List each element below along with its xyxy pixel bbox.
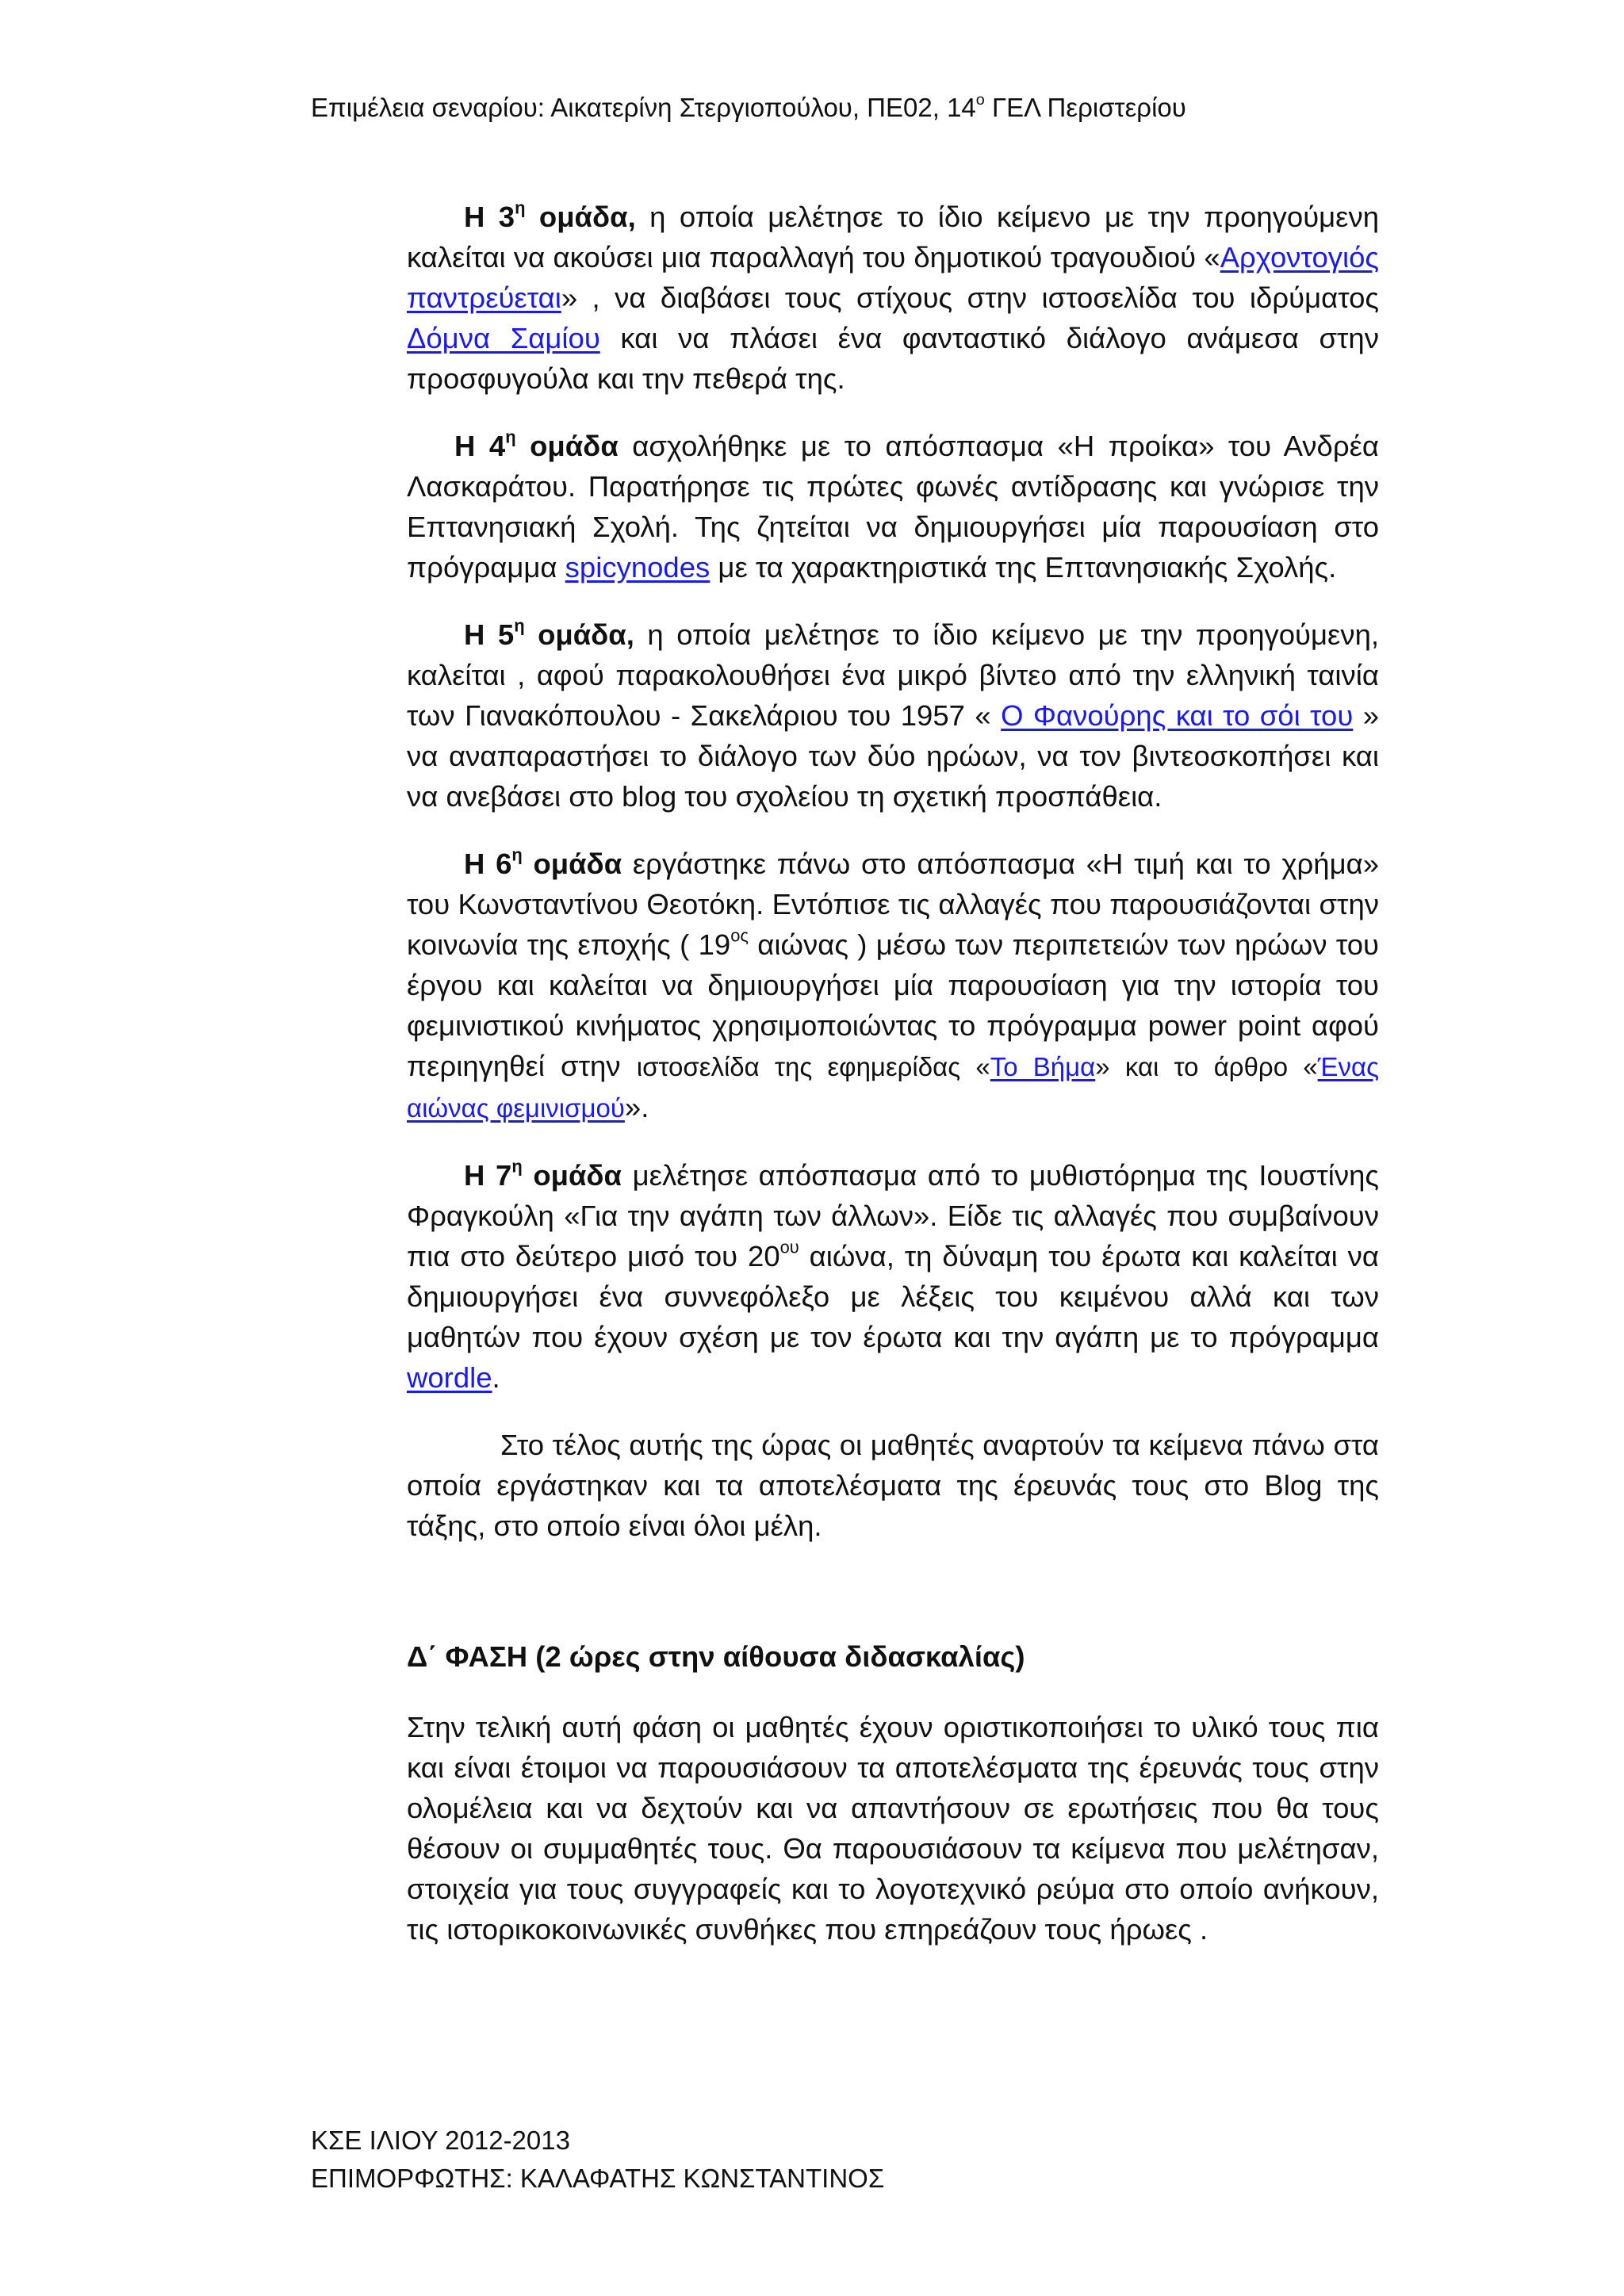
section-heading: Δ΄ ΦΑΣΗ (2 ώρες στην αίθουσα διδασκαλίας)	[407, 1640, 1025, 1673]
link-enas-aionas-feminismou[interactable]: Ένας αιώνας φεμινισμού	[407, 1052, 1379, 1123]
section-paragraph: Στην τελική αυτή φάση οι μαθητές έχουν οριστικοποιήσει το υλικό τους πια και είναι έτοιμοι να παρουσιάσουν τα αποτελέσματα της έρευνάς τους στην ολομέλεια και να δεχτούν και να απαντήσουν σε ερωτήσεις που θα τους θέσουν οι συμμαθητές τους. Θα παρουσιάσουν τα κείμενα που μελέτησαν, στοιχεία για τους συγγραφείς και το λογοτεχνικό ρεύμα στο οποίο ανήκουν, τις ιστορικοκοινωνικές συνθήκες που επηρεάζουν τους ήρωες .	[407, 1711, 1379, 1946]
footer-line-2: ΕΠΙΜΟΡΦΩΤΗΣ: ΚΑΛΑΦΑΤΗΣ ΚΩΝΣΤΑΝΤΙΝΟΣ	[311, 2164, 885, 2193]
header-text: Επιμέλεια σεναρίου: Αικατερίνη Στεργιοπούλου, ΠΕ02, 14	[311, 93, 976, 122]
page-footer	[311, 2122, 884, 2198]
paragraph-group-7: Η $7^\eta$ ομάδα μελέτησε απόσπασμα από το μυθιστόρημα της Ιουστίνης Φραγκούλη «Για την αγάπη των άλλων». Είδε τις αλλαγές που συμβαίνουν πια στο δεύτερο μισό του $20^{o\upsilon}$ αιώνα, τη δύναμη του έρωτα και καλείται να δημιουργήσει ένα συννεφόλεξο με λέξεις του κειμένου αλλά και των μαθητών που έχουν σχέση με τον έρωτα και την αγάπη με το πρόγραμμα wordle.	[407, 1156, 1380, 1394]
link-archontogios[interactable]: Αρχοντογιός παντρεύεται	[407, 241, 1379, 314]
paragraph-group-4: Η $4^\eta$ ομάδα ασχολήθηκε με το απόσπασμα «Η προίκα» του Ανδρέα Λασκαράτου. Παρατήρησε τις πρώτες φωνές αντίδρασης και γνώρισε την Επτανησιακή Σχολή. Της ζητείται να δημιουργήσει μία παρουσίαση στο πρόγραμμα spicynodes με τα χαρακτηριστικά της Επτανησιακής Σχολής.	[407, 427, 1379, 584]
paragraph-group-5: Η $5^\eta$ ομάδα, η οποία μελέτησε το ίδιο κείμενο με την προηγούμενη, καλείται , αφού παρακολουθήσει ένα μικρό βίντεο από την ελληνική ταινία των Γιανακόπουλου - Σακελάριου του 1957 « Ο Φανούρης και το σόι του » να αναπαραστήσει το διάλογο των δύο ηρώων, να τον βιντεοσκοπήσει και να ανεβάσει στο blog του σχολείου τη σχετική προσπάθεια.	[407, 615, 1380, 813]
group-label: Η $5^\eta$ ομάδα,	[464, 615, 634, 651]
paragraph-group-6: Η $6^\eta$ ομάδα εργάστηκε πάνω στο απόσπασμα «Η τιμή και το χρήμα» του Κωνσταντίνου Θεοτόκη. Εντόπισε τις αλλαγές που παρουσιάζονται στην κοινωνία της εποχής ( $19^{o\varsigma}$ αιώνας ) μέσω των περιπετειών των ηρώων του έργου και καλείται να δημιουργήσει μία παρουσίαση για την ιστορία του φεμινιστικού κινήματος χρησιμοποιώντας το πρόγραμμα power point αφού περιηγηθεί στην ιστοσελίδα της εφημερίδας «Το Βήμα» και το άρθρο «Ένας αιώνας φεμινισμού».	[407, 844, 1379, 1123]
link-wordle[interactable]: wordle	[407, 1361, 492, 1394]
link-spicynodes[interactable]: spicynodes	[565, 551, 710, 584]
group-label: Η $3^\eta$ ομάδα,	[464, 197, 636, 233]
paragraph-closing: Στο τέλος αυτής της ώρας οι μαθητές αναρτούν τα κείμενα πάνω στα οποία εργάστηκαν και τα αποτελέσματα της έρευνάς τους στο Blog της τάξης, στο οποίο είναι όλοι μέλη.	[407, 1429, 1379, 1542]
footer-line-1: ΚΣΕ ΙΛΙΟΥ 2012-2013	[311, 2126, 570, 2155]
document-body	[407, 197, 1379, 1976]
group-label: Η $7^\eta$ ομάδα	[464, 1156, 622, 1192]
header-text-end: ΓΕΛ Περιστερίου	[984, 93, 1186, 122]
link-domna-samiou[interactable]: Δόμνα Σαμίου	[407, 322, 600, 354]
link-to-vima[interactable]: Το Βήμα	[990, 1052, 1096, 1081]
page-header	[311, 89, 1186, 127]
link-o-fanouris[interactable]: Ο Φανούρης και το σόι του	[1001, 699, 1354, 732]
paragraph-group-3: Η $3^\eta$ ομάδα, η οποία μελέτησε το ίδιο κείμενο με την προηγούμενη καλείται να ακούσει μια παραλλαγή του δημοτικού τραγουδιού «Αρχοντογιός παντρεύεται» , να διαβάσει τους στίχους στην ιστοσελίδα του ιδρύματος Δόμνα Σαμίου και να πλάσει ένα φανταστικό διάλογο ανάμεσα στην προσφυγούλα και την πεθερά της.	[407, 197, 1380, 395]
group-label: Η $4^\eta$ ομάδα	[454, 427, 619, 462]
group-label: Η $6^\eta$ ομάδα	[464, 844, 622, 880]
header-superscript: ο	[975, 91, 985, 109]
